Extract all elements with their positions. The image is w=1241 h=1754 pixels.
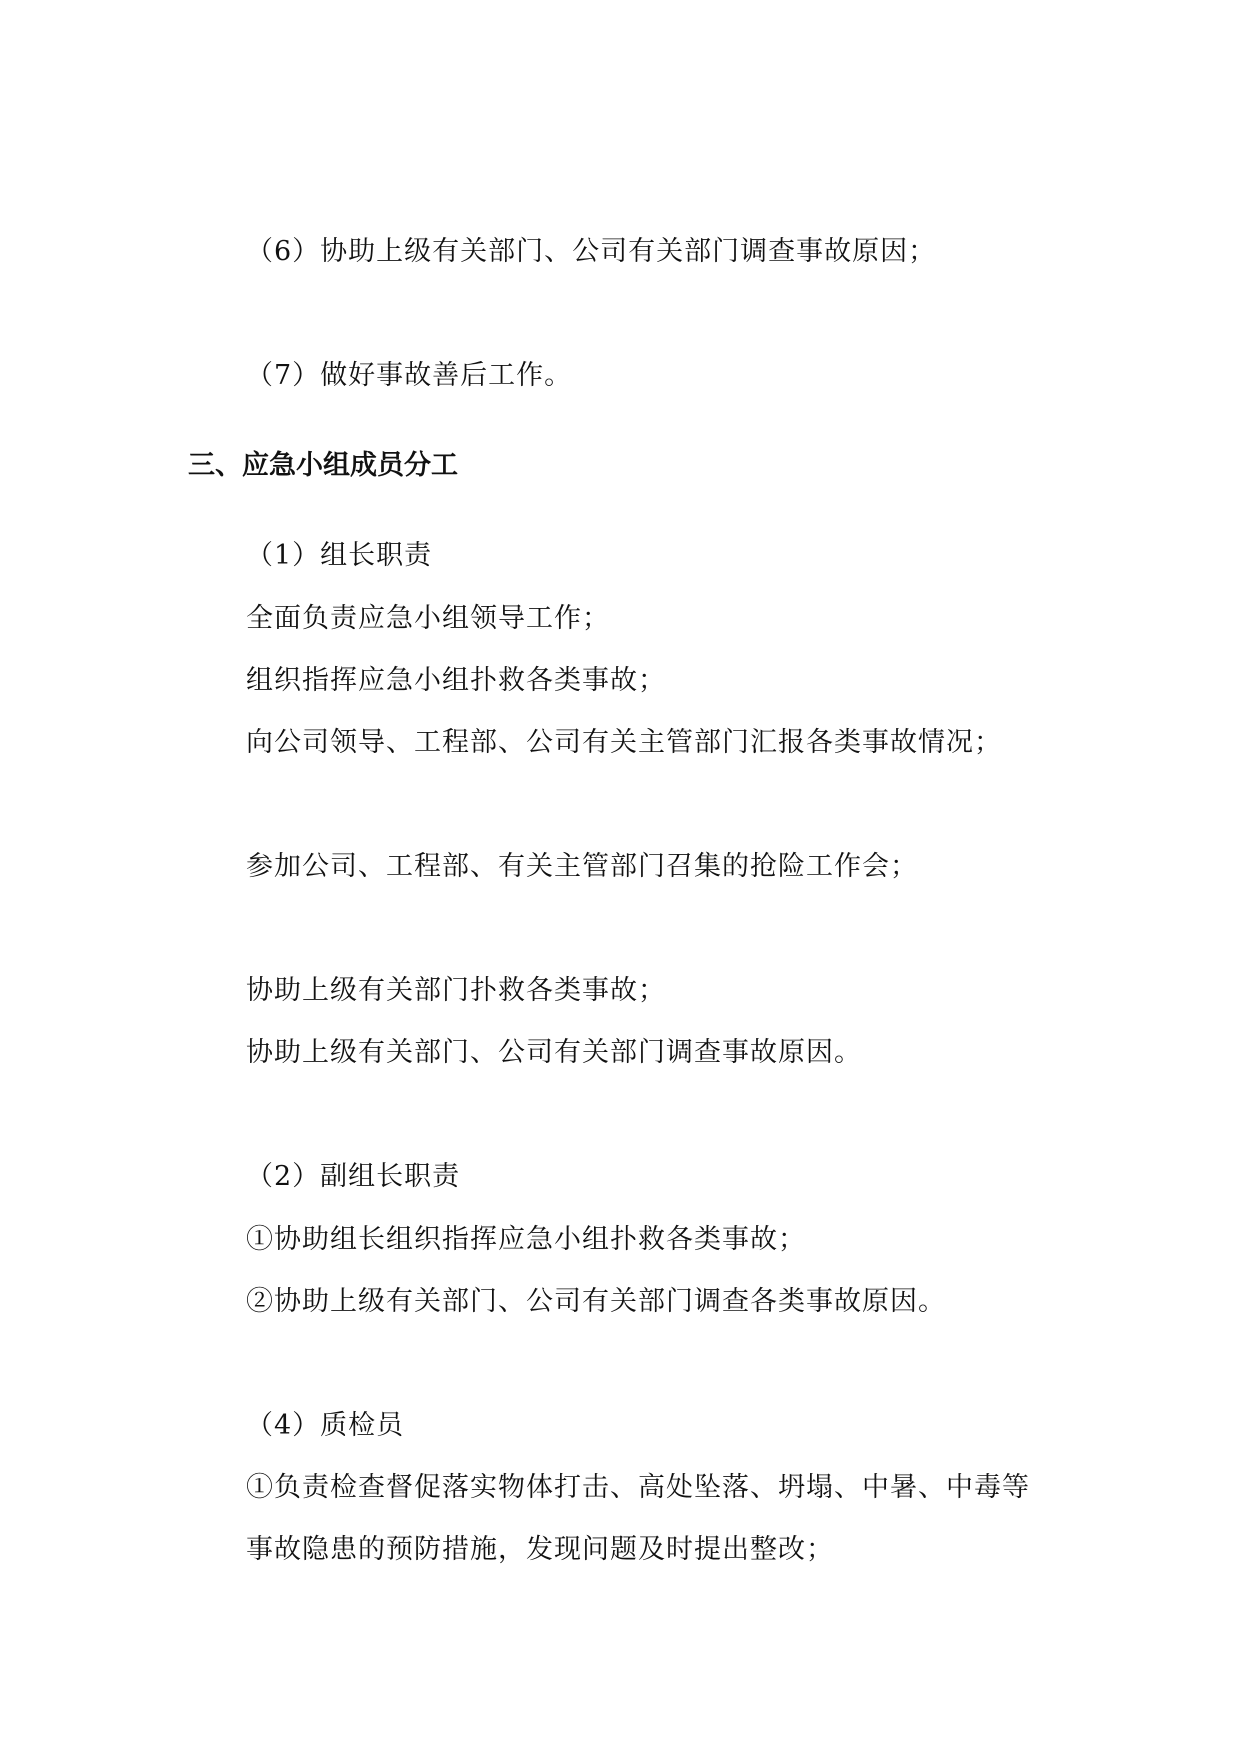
paragraph-line: 参加公司、工程部、有关主管部门召集的抢险工作会； bbox=[246, 851, 918, 882]
paragraph-line: 事故隐患的预防措施，发现问题及时提出整改； bbox=[246, 1534, 834, 1565]
list-item-6: （6）协助上级有关部门、公司有关部门调查事故原因； bbox=[246, 236, 937, 267]
paragraph-line: 全面负责应急小组领导工作； bbox=[246, 603, 610, 634]
paragraph-line: ①负责检查督促落实物体打击、高处坠落、坍塌、中暑、中毒等 bbox=[246, 1472, 1030, 1503]
paragraph-line: 向公司领导、工程部、公司有关主管部门汇报各类事故情况； bbox=[246, 727, 1002, 758]
subsection-title-deputy: （2）副组长职责 bbox=[246, 1161, 461, 1192]
subsection-title-inspector: （4）质检员 bbox=[246, 1410, 405, 1441]
paragraph-line: 协助上级有关部门、公司有关部门调查事故原因。 bbox=[246, 1037, 862, 1068]
paragraph-line: 协助上级有关部门扑救各类事故； bbox=[246, 975, 666, 1006]
paragraph-line: ①协助组长组织指挥应急小组扑救各类事故； bbox=[246, 1224, 806, 1255]
list-item-7: （7）做好事故善后工作。 bbox=[246, 360, 573, 391]
subsection-title-leader: （1）组长职责 bbox=[246, 540, 433, 571]
paragraph-line: 组织指挥应急小组扑救各类事故； bbox=[246, 665, 666, 696]
section-heading: 三、应急小组成员分工 bbox=[188, 450, 458, 481]
paragraph-line: ②协助上级有关部门、公司有关部门调查各类事故原因。 bbox=[246, 1286, 946, 1317]
